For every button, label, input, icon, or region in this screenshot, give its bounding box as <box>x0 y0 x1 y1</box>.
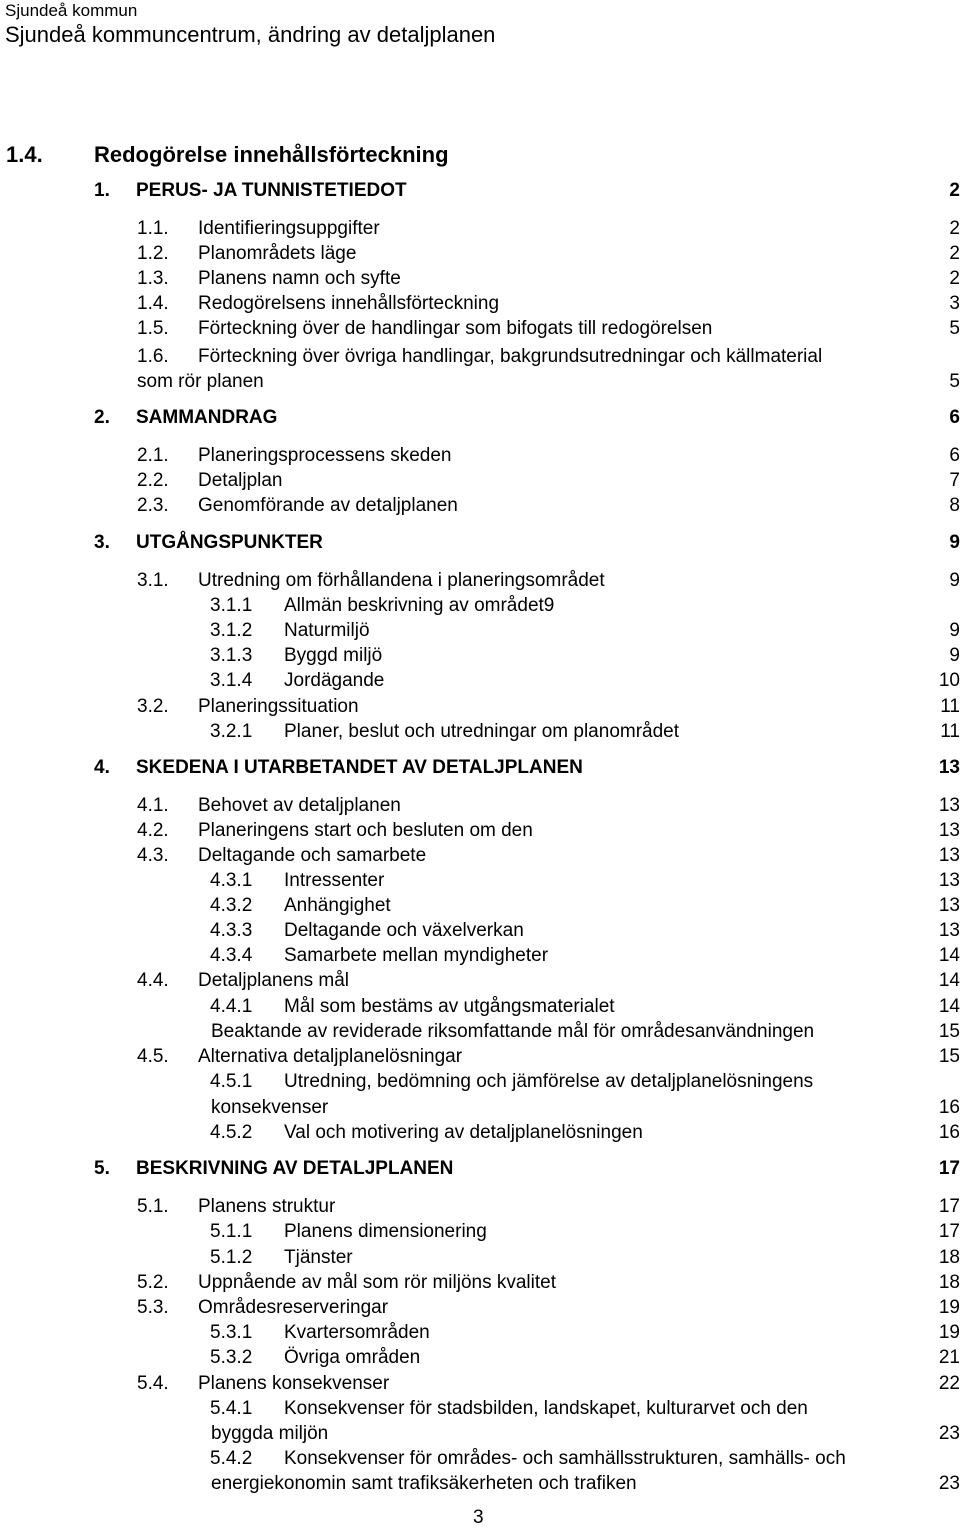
toc-entry <box>0 1270 960 1296</box>
toc-entry-number: 4.4. <box>137 970 169 991</box>
toc-entry-number: 3. <box>94 532 110 553</box>
toc-entry-number: 1.2. <box>137 243 169 264</box>
toc-entry-number: 3.2.1 <box>210 721 253 742</box>
toc-entry-title: PERUS- JA TUNNISTETIEDOT <box>136 180 407 201</box>
toc-entry-title: Intressenter <box>284 870 385 891</box>
toc-entry-page: 5 <box>949 318 960 339</box>
toc-entry-title: Planeringssituation <box>198 696 359 717</box>
toc-entry <box>0 618 960 644</box>
toc-entry <box>0 568 960 594</box>
toc-entry-page: 19 <box>938 1297 960 1318</box>
toc-entry <box>0 968 960 994</box>
toc-entry-title: Förteckning över de handlingar som bifogats till redogörelsen <box>198 318 713 339</box>
toc-entry <box>0 1095 960 1121</box>
toc-entry-number: 5.2. <box>137 1272 169 1293</box>
toc-entry-page: 15 <box>938 1021 960 1042</box>
toc-entry-page: 10 <box>938 670 960 691</box>
toc-heading: Redogörelse innehållsförteckning <box>94 142 449 167</box>
toc-entry-page: 13 <box>938 795 960 816</box>
toc-entry-page: 11 <box>940 696 960 717</box>
toc-entry-title: UTGÅNGSPUNKTER <box>136 532 323 553</box>
toc-entry-title: Planens konsekvenser <box>198 1373 390 1394</box>
toc-entry <box>0 178 960 204</box>
toc-entry-page: 9 <box>949 532 960 553</box>
toc-entry-title: Alternativa detaljplanelösningar <box>198 1046 463 1067</box>
toc-entry-title: Uppnående av mål som rör miljöns kvalitet <box>198 1272 556 1293</box>
toc-entry-title: Mål som bestäms av utgångsmaterialet <box>284 996 615 1017</box>
header-title: Sjundeå kommuncentrum, ändring av detaljplanen <box>5 22 496 47</box>
toc-entry-page: 2 <box>949 268 960 289</box>
toc-entry-number: 5.1.2 <box>210 1247 253 1268</box>
toc-entry-number: 5.4. <box>137 1373 169 1394</box>
toc-entry-title: Beaktande av reviderade riksomfattande mål för områdesanvändningen <box>211 1021 815 1042</box>
toc-entry-title: Planområdets läge <box>198 243 357 264</box>
toc-entry-page: 13 <box>938 845 960 866</box>
toc-entry-page: 9 <box>949 570 960 591</box>
toc-entry-title: Samarbete mellan myndigheter <box>284 945 549 966</box>
toc-entry-title: Genomförande av detaljplanen <box>198 495 458 516</box>
toc-entry <box>0 316 960 342</box>
toc-entry-page: 2 <box>949 218 960 239</box>
toc-entry-page: 9 <box>949 620 960 641</box>
toc-entry-number: 5.3.2 <box>210 1347 253 1368</box>
toc-entry <box>0 344 960 370</box>
toc-entry <box>0 719 960 745</box>
toc-entry-title: Jordägande <box>284 670 385 691</box>
toc-entry-title: Förteckning över övriga handlingar, bakgrundsutredningar och källmaterial <box>198 346 823 367</box>
toc-entry-title: byggda miljön <box>211 1423 329 1444</box>
toc-entry <box>0 593 960 619</box>
toc-entry-title: Planens struktur <box>198 1196 336 1217</box>
toc-entry <box>0 1019 960 1045</box>
toc-entry-number: 5.4.2 <box>210 1448 253 1469</box>
toc-entry-page: 13 <box>938 920 960 941</box>
toc-entry <box>0 369 960 395</box>
toc-entry-title: Konsekvenser för områdes- och samhällsstrukturen, samhälls- och <box>284 1448 846 1469</box>
toc-entry-number: 5.1.1 <box>210 1221 253 1242</box>
toc-entry-title: Planens dimensionering <box>284 1221 487 1242</box>
toc-entry-title: Kvartersområden <box>284 1322 430 1343</box>
toc-entry-number: 4.1. <box>137 795 169 816</box>
toc-entry <box>0 1320 960 1346</box>
toc-entry-number: 1.4. <box>137 293 169 314</box>
toc-entry-number: 4.3.3 <box>210 920 253 941</box>
toc-entry-number: 4.3.1 <box>210 870 253 891</box>
toc-entry-title: Utredning om förhållandena i planeringsområdet <box>198 570 605 591</box>
toc-entry-page: 8 <box>949 495 960 516</box>
toc-entry-number: 5.3.1 <box>210 1322 253 1343</box>
toc-entry-page: 11 <box>940 721 960 742</box>
toc-entry-title: Utredning, bedömning och jämförelse av detaljplanelösningens <box>284 1071 814 1092</box>
toc-heading-number: 1.4. <box>6 142 43 167</box>
toc-entry-title: SKEDENA I UTARBETANDET AV DETALJPLANEN <box>136 757 583 778</box>
toc-entry <box>0 1471 960 1497</box>
toc-entry <box>0 1219 960 1245</box>
toc-entry-title: Deltagande och samarbete <box>198 845 427 866</box>
toc-entry-page: 2 <box>949 180 960 201</box>
toc-entry <box>0 530 960 556</box>
toc-entry <box>0 241 960 267</box>
toc-entry <box>0 793 960 819</box>
toc-entry <box>0 918 960 944</box>
toc-entry-page: 9 <box>949 645 960 666</box>
toc-entry-page: 5 <box>949 371 960 392</box>
toc-entry <box>0 1156 960 1182</box>
toc-entry-page: 18 <box>938 1247 960 1268</box>
toc-entry-title: Planer, beslut och utredningar om planområdet <box>284 721 680 742</box>
toc-entry-page: 18 <box>938 1272 960 1293</box>
toc-entry <box>0 943 960 969</box>
toc-entry-title: Byggd miljö <box>284 645 383 666</box>
toc-entry-title: Allmän beskrivning av området9 <box>284 595 555 616</box>
toc-entry <box>0 1069 960 1095</box>
toc-entry <box>0 468 960 494</box>
toc-entry-page: 15 <box>938 1046 960 1067</box>
toc-entry-page: 21 <box>938 1347 960 1368</box>
toc-entry-number: 3.1.2 <box>210 620 253 641</box>
toc-entry-title: Områdesreserveringar <box>198 1297 389 1318</box>
toc-entry-title: Planeringens start och besluten om den <box>198 820 533 841</box>
toc-entry-page: 22 <box>938 1373 960 1394</box>
toc-entry-page: 17 <box>938 1221 960 1242</box>
toc-entry-title: Naturmiljö <box>284 620 370 641</box>
toc-entry <box>0 843 960 869</box>
toc-entry <box>0 1371 960 1397</box>
toc-entry-number: 4.5.2 <box>210 1122 253 1143</box>
toc-entry-number: 4.3.4 <box>210 945 253 966</box>
toc-entry-number: 5.1. <box>137 1196 169 1217</box>
toc-entry-page: 16 <box>938 1122 960 1143</box>
toc-entry <box>0 266 960 292</box>
toc-entry-number: 2.3. <box>137 495 169 516</box>
toc-entry-title: Övriga områden <box>284 1347 421 1368</box>
toc-entry-page: 6 <box>949 445 960 466</box>
toc-entry-number: 5.4.1 <box>210 1398 253 1419</box>
toc-entry-number: 1.3. <box>137 268 169 289</box>
toc-entry-title: Konsekvenser för stadsbilden, landskapet, kulturarvet och den <box>284 1398 808 1419</box>
toc-entry-number: 1.5. <box>137 318 169 339</box>
toc-entry <box>0 1295 960 1321</box>
toc-entry-number: 3.1.3 <box>210 645 253 666</box>
toc-entry-title: Identifieringsuppgifter <box>198 218 380 239</box>
toc-entry-page: 16 <box>938 1097 960 1118</box>
toc-entry-title: Val och motivering av detaljplanelösningen <box>284 1122 643 1143</box>
toc-entry-page: 14 <box>938 970 960 991</box>
toc-entry-title: Behovet av detaljplanen <box>198 795 401 816</box>
toc-entry-number: 1. <box>94 180 110 201</box>
toc-entry-title: Planeringsprocessens skeden <box>198 445 452 466</box>
toc-entry <box>0 1446 960 1472</box>
toc-entry-page: 13 <box>938 895 960 916</box>
toc-entry <box>0 1421 960 1447</box>
toc-entry-number: 3.1.4 <box>210 670 253 691</box>
header-org: Sjundeå kommun <box>5 1 138 20</box>
toc-entry-page: 14 <box>938 996 960 1017</box>
toc-entry-number: 4.2. <box>137 820 169 841</box>
toc-entry <box>0 493 960 519</box>
toc-entry-title: Planens namn och syfte <box>198 268 401 289</box>
toc-entry <box>0 818 960 844</box>
toc-entry-number: 4.3.2 <box>210 895 253 916</box>
toc-entry-number: 1.1. <box>137 218 169 239</box>
toc-entry-number: 2.2. <box>137 470 169 491</box>
toc-entry-page: 13 <box>938 870 960 891</box>
toc-entry-title: Deltagande och växelverkan <box>284 920 524 941</box>
toc-entry-title: BESKRIVNING AV DETALJPLANEN <box>136 1158 454 1179</box>
toc-entry-page: 19 <box>938 1322 960 1343</box>
toc-entry-number: 4.3. <box>137 845 169 866</box>
toc-entry <box>0 216 960 242</box>
toc-entry <box>0 1345 960 1371</box>
toc-entry-title: Anhängighet <box>284 895 391 916</box>
toc-entry <box>0 755 960 781</box>
toc-entry <box>0 405 960 431</box>
toc-entry-number: 4.5. <box>137 1046 169 1067</box>
toc-entry-title: Detaljplanens mål <box>198 970 350 991</box>
toc-entry-page: 13 <box>938 820 960 841</box>
toc-entry-number: 2. <box>94 407 110 428</box>
toc-entry-title: konsekvenser <box>211 1097 329 1118</box>
toc-entry <box>0 1044 960 1070</box>
toc-entry <box>0 1120 960 1146</box>
toc-entry-page: 2 <box>949 243 960 264</box>
toc-entry-title: SAMMANDRAG <box>136 407 278 428</box>
toc-entry-title: som rör planen <box>137 371 264 392</box>
page-number: 3 <box>473 1507 484 1528</box>
toc-entry-number: 1.6. <box>137 346 169 367</box>
toc-entry <box>0 1245 960 1271</box>
toc-entry <box>0 668 960 694</box>
toc-entry <box>0 643 960 669</box>
toc-entry-title: Redogörelsens innehållsförteckning <box>198 293 500 314</box>
toc-entry-page: 17 <box>938 1158 960 1179</box>
toc-entry <box>0 291 960 317</box>
toc-entry-title: Detaljplan <box>198 470 283 491</box>
toc-entry-page: 6 <box>949 407 960 428</box>
toc-entry <box>0 443 960 469</box>
toc-entry-page: 14 <box>938 945 960 966</box>
toc-entry <box>0 994 960 1020</box>
toc-entry-title: energiekonomin samt trafiksäkerheten och trafiken <box>211 1473 637 1494</box>
toc-entry <box>0 1194 960 1220</box>
toc-entry-number: 3.1.1 <box>210 595 253 616</box>
toc-entry-page: 17 <box>938 1196 960 1217</box>
toc-entry-number: 4.5.1 <box>210 1071 253 1092</box>
toc-entry <box>0 893 960 919</box>
toc-entry <box>0 868 960 894</box>
toc-entry-number: 4. <box>94 757 110 778</box>
toc-entry-page: 23 <box>938 1473 960 1494</box>
toc-entry-number: 3.2. <box>137 696 169 717</box>
toc-entry <box>0 1396 960 1422</box>
toc-entry-title: Tjänster <box>284 1247 353 1268</box>
toc-entry <box>0 694 960 720</box>
toc-entry-number: 5. <box>94 1158 110 1179</box>
toc-entry-page: 13 <box>938 757 960 778</box>
toc-entry-page: 3 <box>949 293 960 314</box>
toc-entry-number: 3.1. <box>137 570 169 591</box>
toc-entry-number: 2.1. <box>137 445 169 466</box>
toc-entry-number: 4.4.1 <box>210 996 253 1017</box>
toc-entry-number: 5.3. <box>137 1297 169 1318</box>
toc-entry-page: 7 <box>949 470 960 491</box>
toc-entry-page: 23 <box>938 1423 960 1444</box>
